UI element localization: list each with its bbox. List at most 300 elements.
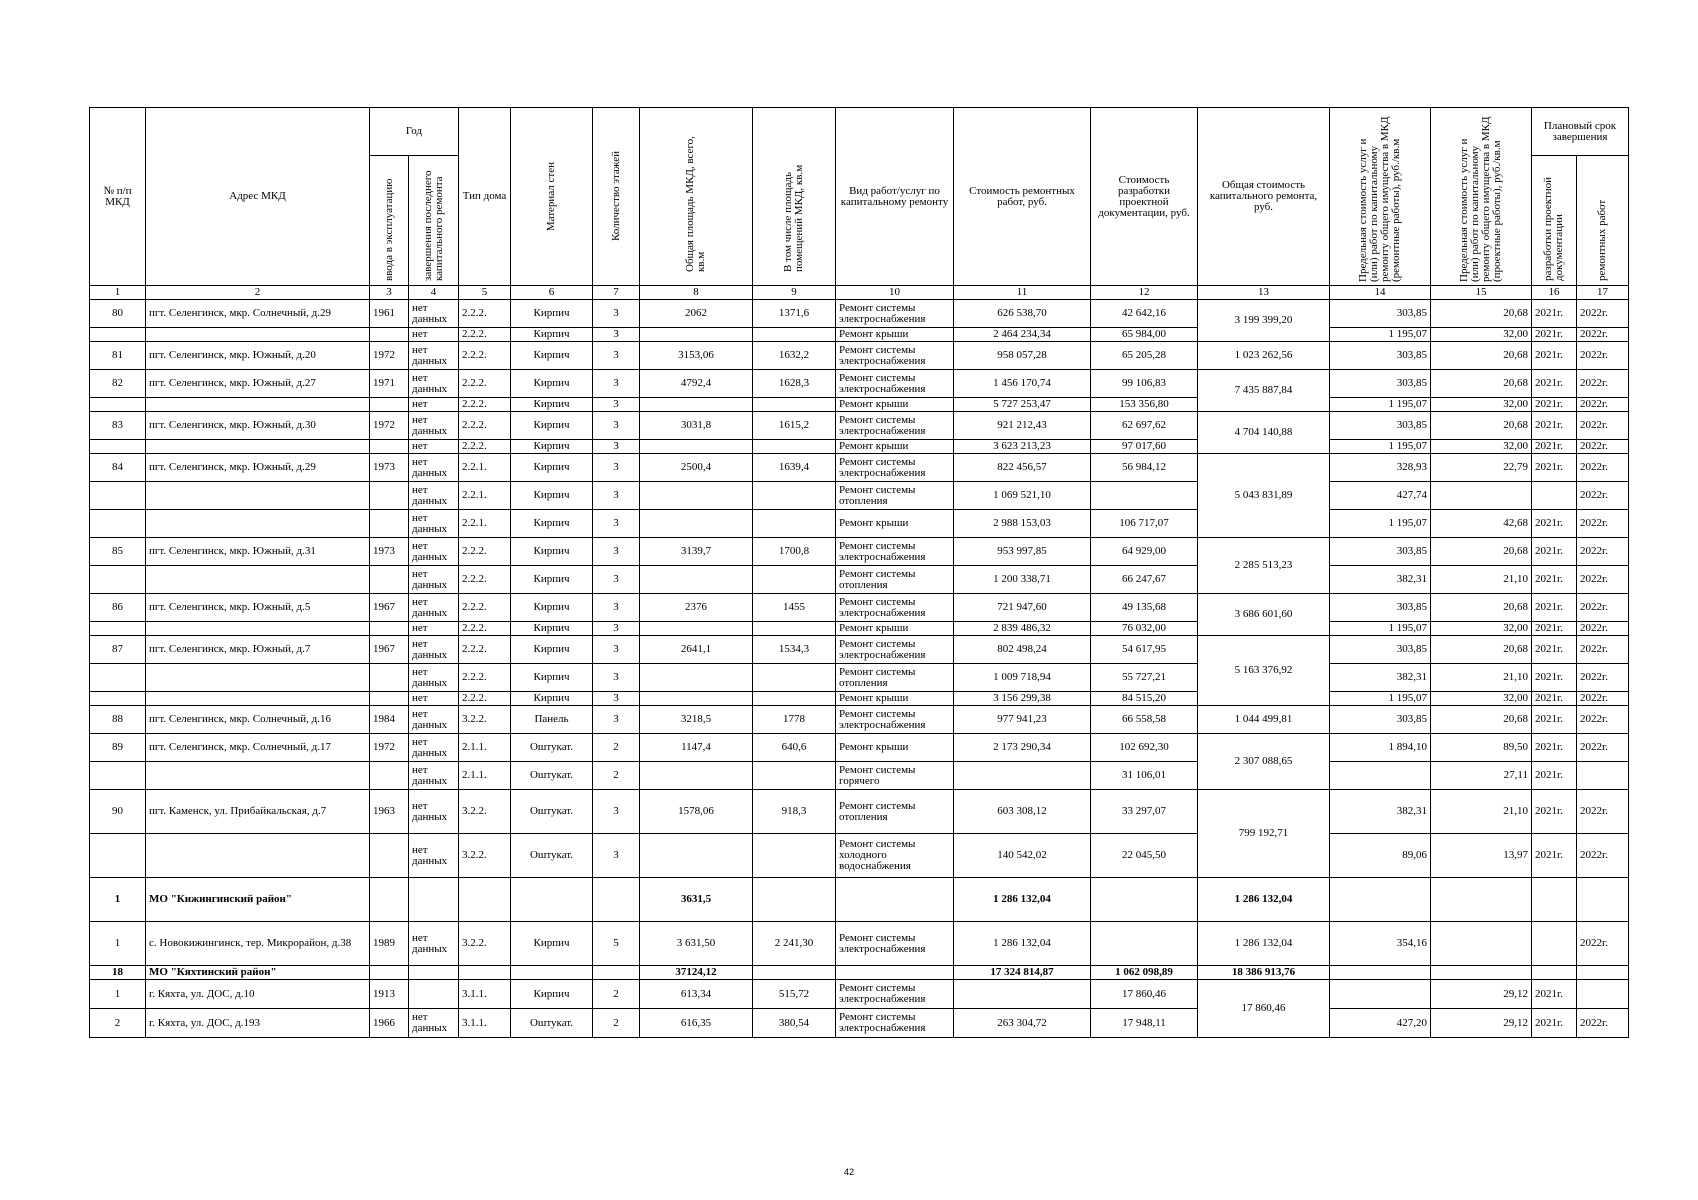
table-cell: 2022г. <box>1577 538 1629 566</box>
table-cell: Ремонт системы отопления <box>836 482 954 510</box>
table-cell: 603 308,12 <box>954 790 1091 834</box>
header-design-cost: Стоимость разработки проектной документации, руб. <box>1091 108 1198 286</box>
table-cell: 80 <box>90 300 146 328</box>
table-cell: 54 617,95 <box>1091 636 1198 664</box>
table-cell: Ремонт системы холодного водоснабжения <box>836 834 954 878</box>
table-cell: 89,50 <box>1431 734 1532 762</box>
table-cell: пгт. Селенгинск, мкр. Южный, д.20 <box>146 342 370 370</box>
table-cell: нет данных <box>409 510 459 538</box>
table-cell: 86 <box>90 594 146 622</box>
table-cell: 7 435 887,84 <box>1198 370 1330 412</box>
table-cell: МО "Кяхтинский район" <box>146 966 370 980</box>
table-cell <box>370 664 409 692</box>
table-row <box>90 762 1629 790</box>
table-cell: 2021г. <box>1532 980 1577 1009</box>
table-cell <box>753 482 836 510</box>
table-cell: 2022г. <box>1577 922 1629 966</box>
table-cell <box>753 692 836 706</box>
table-cell: 32,00 <box>1431 622 1532 636</box>
table-cell: 1 286 132,04 <box>1198 878 1330 922</box>
table-cell: нет данных <box>409 412 459 440</box>
header-address: Адрес МКД <box>146 108 370 286</box>
table-cell: 2022г. <box>1577 510 1629 538</box>
table-row <box>90 482 1629 510</box>
table-cell <box>1091 878 1198 922</box>
table-cell: 1972 <box>370 342 409 370</box>
table-cell: 1 195,07 <box>1330 622 1431 636</box>
table-cell: Кирпич <box>511 980 593 1009</box>
column-number: 11 <box>954 286 1091 300</box>
table-cell: 3 <box>593 622 640 636</box>
table-cell: 2021г. <box>1532 510 1577 538</box>
table-cell: 3.2.2. <box>459 834 511 878</box>
table-cell: Оштукат. <box>511 734 593 762</box>
table-cell <box>640 328 753 342</box>
table-cell: пгт. Селенгинск, мкр. Южный, д.5 <box>146 594 370 622</box>
table-row <box>90 454 1629 482</box>
table-cell: 3139,7 <box>640 538 753 566</box>
table-cell: 27,11 <box>1431 762 1532 790</box>
table-cell: 3 <box>593 834 640 878</box>
header-work-type: Вид работ/услуг по капитальному ремонту <box>836 108 954 286</box>
table-cell <box>1532 966 1577 980</box>
table-cell: нет данных <box>409 762 459 790</box>
table-cell: 1 069 521,10 <box>954 482 1091 510</box>
table-cell: 2.2.2. <box>459 342 511 370</box>
table-cell: 1 <box>90 980 146 1009</box>
table-cell <box>90 622 146 636</box>
table-cell: нет данных <box>409 922 459 966</box>
table-cell: 2022г. <box>1577 594 1629 622</box>
table-cell: Ремонт системы электроснабжения <box>836 594 954 622</box>
table-cell <box>146 398 370 412</box>
table-cell: 3 <box>593 706 640 734</box>
column-number: 15 <box>1431 286 1532 300</box>
table-cell: Панель <box>511 706 593 734</box>
table-cell: 64 929,00 <box>1091 538 1198 566</box>
table-cell: нет данных <box>409 706 459 734</box>
header-total-cost: Общая стоимость капитального ремонта, руб. <box>1198 108 1330 286</box>
table-cell: 822 456,57 <box>954 454 1091 482</box>
table-cell <box>146 482 370 510</box>
table-cell: 3 <box>593 538 640 566</box>
header-total-area: Общая площадь МКД, всего, кв.м <box>640 108 753 286</box>
table-cell <box>409 878 459 922</box>
table-cell: 20,68 <box>1431 370 1532 398</box>
table-cell: 22,79 <box>1431 454 1532 482</box>
table-cell <box>753 622 836 636</box>
table-cell: 2022г. <box>1577 622 1629 636</box>
table-cell: Кирпич <box>511 398 593 412</box>
table-cell: 303,85 <box>1330 594 1431 622</box>
table-cell: 3 <box>593 482 640 510</box>
table-cell: 354,16 <box>1330 922 1431 966</box>
table-cell: 2 839 486,32 <box>954 622 1091 636</box>
table-cell: 616,35 <box>640 1009 753 1038</box>
table-cell: 2 241,30 <box>753 922 836 966</box>
table-cell: 1 023 262,56 <box>1198 342 1330 370</box>
table-cell: 65 984,00 <box>1091 328 1198 342</box>
table-cell <box>370 762 409 790</box>
table-cell: 140 542,02 <box>954 834 1091 878</box>
table-cell: 66 247,67 <box>1091 566 1198 594</box>
table-cell: 32,00 <box>1431 692 1532 706</box>
header-floors: Количество этажей <box>593 108 640 286</box>
table-cell: 87 <box>90 636 146 664</box>
table-cell: 65 205,28 <box>1091 342 1198 370</box>
header-limit-design: Предельная стоимость услуг и (или) работ по капитальному ремонту общего имущества в МКД (проектные работы), руб./кв.м <box>1431 108 1532 286</box>
table-cell: 3 <box>593 510 640 538</box>
table-cell: 55 727,21 <box>1091 664 1198 692</box>
table-cell: 2021г. <box>1532 762 1577 790</box>
table-cell: 2.2.2. <box>459 398 511 412</box>
table-cell: 1 286 132,04 <box>1198 922 1330 966</box>
table-cell <box>146 762 370 790</box>
table-cell: 2022г. <box>1577 1009 1629 1038</box>
table-cell <box>593 878 640 922</box>
table-cell <box>1577 878 1629 922</box>
table-cell <box>1431 482 1532 510</box>
table-cell: 17 324 814,87 <box>954 966 1091 980</box>
table-cell: Оштукат. <box>511 1009 593 1038</box>
table-cell: Ремонт системы электроснабжения <box>836 300 954 328</box>
table-cell: нет данных <box>409 300 459 328</box>
table-row <box>90 594 1629 622</box>
table-cell: 4 704 140,88 <box>1198 412 1330 454</box>
table-cell: Ремонт системы горячего <box>836 762 954 790</box>
table-cell: 2022г. <box>1577 300 1629 328</box>
table-cell <box>1091 922 1198 966</box>
table-cell: 2022г. <box>1577 482 1629 510</box>
header-premises-area: В том числе площадь помещений МКД, кв.м <box>753 108 836 286</box>
table-cell: 2021г. <box>1532 538 1577 566</box>
table-cell: 977 941,23 <box>954 706 1091 734</box>
table-cell: Кирпич <box>511 300 593 328</box>
table-cell: 20,68 <box>1431 706 1532 734</box>
table-cell: 427,74 <box>1330 482 1431 510</box>
table-cell: 3 156 299,38 <box>954 692 1091 706</box>
table-cell: 303,85 <box>1330 636 1431 664</box>
table-cell <box>1431 922 1532 966</box>
table-cell: 2022г. <box>1577 636 1629 664</box>
table-cell <box>409 966 459 980</box>
table-cell: Ремонт системы электроснабжения <box>836 538 954 566</box>
table-cell <box>370 510 409 538</box>
table-cell: 1 286 132,04 <box>954 878 1091 922</box>
table-cell <box>370 878 409 922</box>
table-cell: пгт. Селенгинск, мкр. Южный, д.7 <box>146 636 370 664</box>
table-cell <box>640 510 753 538</box>
table-cell <box>370 834 409 878</box>
table-row <box>90 980 1629 1009</box>
table-cell: 1 195,07 <box>1330 398 1431 412</box>
table-cell: 90 <box>90 790 146 834</box>
table-row <box>90 328 1629 342</box>
table-cell: 2.2.2. <box>459 412 511 440</box>
table-cell: 2022г. <box>1577 706 1629 734</box>
table-cell: Ремонт крыши <box>836 328 954 342</box>
table-cell <box>90 398 146 412</box>
table-cell <box>370 966 409 980</box>
table-cell: 958 057,28 <box>954 342 1091 370</box>
table-cell <box>640 762 753 790</box>
table-cell: нет данных <box>409 566 459 594</box>
table-cell: 89 <box>90 734 146 762</box>
table-cell: 802 498,24 <box>954 636 1091 664</box>
table-cell <box>640 692 753 706</box>
table-cell: 2021г. <box>1532 734 1577 762</box>
table-cell <box>753 398 836 412</box>
table-cell: Ремонт системы электроснабжения <box>836 636 954 664</box>
table-cell: 2 173 290,34 <box>954 734 1091 762</box>
table-cell: 2 <box>593 1009 640 1038</box>
header-wall-material: Материал стен <box>511 108 593 286</box>
column-number: 3 <box>370 286 409 300</box>
table-cell: 2.2.2. <box>459 594 511 622</box>
table-cell: 2.1.1. <box>459 734 511 762</box>
table-cell <box>90 440 146 454</box>
table-cell: 20,68 <box>1431 412 1532 440</box>
table-cell: 1700,8 <box>753 538 836 566</box>
table-cell: 17 860,46 <box>1198 980 1330 1038</box>
table-cell: Кирпич <box>511 692 593 706</box>
table-cell <box>90 664 146 692</box>
table-cell: 2.2.1. <box>459 454 511 482</box>
table-cell <box>1577 966 1629 980</box>
table-cell: 3 <box>593 566 640 594</box>
table-cell: нет данных <box>409 636 459 664</box>
header-repair-term: ремонтных работ <box>1577 156 1629 286</box>
table-cell: 2021г. <box>1532 664 1577 692</box>
table-cell: 382,31 <box>1330 664 1431 692</box>
table-row <box>90 734 1629 762</box>
table-cell: нет данных <box>409 482 459 510</box>
table-cell: 3 631,50 <box>640 922 753 966</box>
table-cell <box>836 878 954 922</box>
table-cell: 1989 <box>370 922 409 966</box>
table-cell: 1913 <box>370 980 409 1009</box>
table-cell: 4792,4 <box>640 370 753 398</box>
table-cell: 3 <box>593 594 640 622</box>
table-cell: Ремонт системы электроснабжения <box>836 922 954 966</box>
table-cell: нет <box>409 622 459 636</box>
table-cell: 2021г. <box>1532 790 1577 834</box>
header-term-group: Плановый срок завершения <box>1532 108 1629 156</box>
table-cell <box>1577 762 1629 790</box>
column-number: 14 <box>1330 286 1431 300</box>
table-cell: 3 199 399,20 <box>1198 300 1330 342</box>
table-cell: 2376 <box>640 594 753 622</box>
table-cell <box>753 966 836 980</box>
table-cell: 3.2.2. <box>459 706 511 734</box>
table-cell: г. Кяхта, ул. ДОС, д.193 <box>146 1009 370 1038</box>
column-number-row <box>90 286 1629 300</box>
table-row <box>90 566 1629 594</box>
table-cell <box>753 566 836 594</box>
table-cell: 2.2.2. <box>459 692 511 706</box>
table-cell: нет <box>409 692 459 706</box>
table-row <box>90 636 1629 664</box>
table-cell <box>593 966 640 980</box>
table-cell: 2022г. <box>1577 454 1629 482</box>
table-cell: 1 195,07 <box>1330 510 1431 538</box>
table-cell: Ремонт системы отопления <box>836 566 954 594</box>
table-cell: Кирпич <box>511 922 593 966</box>
table-cell: 29,12 <box>1431 1009 1532 1038</box>
table-cell: 1972 <box>370 412 409 440</box>
table-cell: нет данных <box>409 370 459 398</box>
table-row <box>90 966 1629 980</box>
header-repair-cost: Стоимость ремонтных работ, руб. <box>954 108 1091 286</box>
table-cell: пгт. Селенгинск, мкр. Южный, д.27 <box>146 370 370 398</box>
table-cell: 2 285 513,23 <box>1198 538 1330 594</box>
table-row <box>90 790 1629 834</box>
table-cell: 2021г. <box>1532 622 1577 636</box>
table-row <box>90 342 1629 370</box>
table-cell: 2022г. <box>1577 566 1629 594</box>
table-cell: нет данных <box>409 664 459 692</box>
column-number: 4 <box>409 286 459 300</box>
table-cell: 3.2.2. <box>459 790 511 834</box>
table-cell: 2.2.2. <box>459 622 511 636</box>
table-cell: 2021г. <box>1532 342 1577 370</box>
table-cell: 5 <box>593 922 640 966</box>
table-cell: пгт. Селенгинск, мкр. Солнечный, д.29 <box>146 300 370 328</box>
table-cell: 76 032,00 <box>1091 622 1198 636</box>
table-cell <box>90 482 146 510</box>
column-number: 16 <box>1532 286 1577 300</box>
table-body <box>90 300 1629 1038</box>
column-number: 10 <box>836 286 954 300</box>
table-cell: 640,6 <box>753 734 836 762</box>
table-cell: Ремонт системы отопления <box>836 664 954 692</box>
table-cell: 1 456 170,74 <box>954 370 1091 398</box>
table-cell: Ремонт крыши <box>836 440 954 454</box>
table-cell <box>640 482 753 510</box>
table-header <box>90 108 1629 300</box>
table-cell: Ремонт системы отопления <box>836 790 954 834</box>
table-cell: 1967 <box>370 594 409 622</box>
table-row <box>90 510 1629 538</box>
table-cell: нет данных <box>409 538 459 566</box>
table-cell: Ремонт системы электроснабжения <box>836 706 954 734</box>
table-cell: 799 192,71 <box>1198 790 1330 878</box>
table-cell: 2022г. <box>1577 328 1629 342</box>
table-cell: 18 <box>90 966 146 980</box>
table-cell: 1 195,07 <box>1330 692 1431 706</box>
table-cell: 2022г. <box>1577 342 1629 370</box>
table-cell: Кирпич <box>511 510 593 538</box>
table-cell: Кирпич <box>511 454 593 482</box>
table-cell <box>836 966 954 980</box>
table-cell <box>90 328 146 342</box>
column-number: 12 <box>1091 286 1198 300</box>
header-last-repair-year: завершения последнего капитального ремонта <box>409 156 459 286</box>
table-cell: Кирпич <box>511 594 593 622</box>
table-cell: 3 <box>593 300 640 328</box>
table-row <box>90 538 1629 566</box>
table-cell <box>1330 878 1431 922</box>
table-cell: 1 286 132,04 <box>954 922 1091 966</box>
table-cell: 3 686 601,60 <box>1198 594 1330 636</box>
table-cell: Ремонт крыши <box>836 510 954 538</box>
table-cell: 2021г. <box>1532 370 1577 398</box>
table-cell: 3031,8 <box>640 412 753 440</box>
table-cell: нет данных <box>409 734 459 762</box>
table-cell: 1 009 718,94 <box>954 664 1091 692</box>
table-cell <box>146 622 370 636</box>
table-cell: 2021г. <box>1532 1009 1577 1038</box>
table-cell: 31 106,01 <box>1091 762 1198 790</box>
table-cell: 303,85 <box>1330 300 1431 328</box>
table-cell: 2 <box>593 734 640 762</box>
table-cell: 32,00 <box>1431 440 1532 454</box>
column-number: 8 <box>640 286 753 300</box>
table-cell: нет <box>409 398 459 412</box>
table-cell <box>370 692 409 706</box>
table-cell <box>409 980 459 1009</box>
table-cell <box>640 664 753 692</box>
table-cell: Кирпич <box>511 636 593 664</box>
table-cell: 1 062 098,89 <box>1091 966 1198 980</box>
table-cell <box>1532 878 1577 922</box>
table-cell: Кирпич <box>511 412 593 440</box>
table-cell: Оштукат. <box>511 790 593 834</box>
table-cell: 20,68 <box>1431 636 1532 664</box>
table-row <box>90 1009 1629 1038</box>
table-cell: пгт. Каменск, ул. Прибайкальская, д.7 <box>146 790 370 834</box>
column-number: 9 <box>753 286 836 300</box>
table-cell: 2022г. <box>1577 834 1629 878</box>
table-row <box>90 878 1629 922</box>
column-number: 5 <box>459 286 511 300</box>
table-cell: 5 043 831,89 <box>1198 454 1330 538</box>
table-cell: 1 044 499,81 <box>1198 706 1330 734</box>
table-cell: 1455 <box>753 594 836 622</box>
table-cell: 1971 <box>370 370 409 398</box>
table-cell: 37124,12 <box>640 966 753 980</box>
table-cell <box>753 834 836 878</box>
table-row <box>90 622 1629 636</box>
table-cell <box>753 762 836 790</box>
table-cell: 1963 <box>370 790 409 834</box>
table-cell: 1 200 338,71 <box>954 566 1091 594</box>
table-cell: 3 <box>593 790 640 834</box>
table-row <box>90 664 1629 692</box>
table-cell: 62 697,62 <box>1091 412 1198 440</box>
table-cell <box>640 398 753 412</box>
table-cell: 2021г. <box>1532 328 1577 342</box>
table-cell <box>1330 762 1431 790</box>
table-cell: 33 297,07 <box>1091 790 1198 834</box>
capital-repair-table <box>89 107 1629 1038</box>
table-cell <box>640 440 753 454</box>
table-cell: Кирпич <box>511 664 593 692</box>
table-cell: 2022г. <box>1577 664 1629 692</box>
table-cell: 89,06 <box>1330 834 1431 878</box>
table-cell <box>511 966 593 980</box>
table-cell <box>954 980 1091 1009</box>
table-cell: 2021г. <box>1532 440 1577 454</box>
table-cell: с. Новокижингинск, тер. Микрорайон, д.38 <box>146 922 370 966</box>
table-cell: Ремонт крыши <box>836 692 954 706</box>
table-cell: 2.2.2. <box>459 328 511 342</box>
table-cell: 2021г. <box>1532 300 1577 328</box>
table-cell: 918,3 <box>753 790 836 834</box>
table-cell: 32,00 <box>1431 398 1532 412</box>
table-cell: Ремонт крыши <box>836 398 954 412</box>
table-cell: 82 <box>90 370 146 398</box>
